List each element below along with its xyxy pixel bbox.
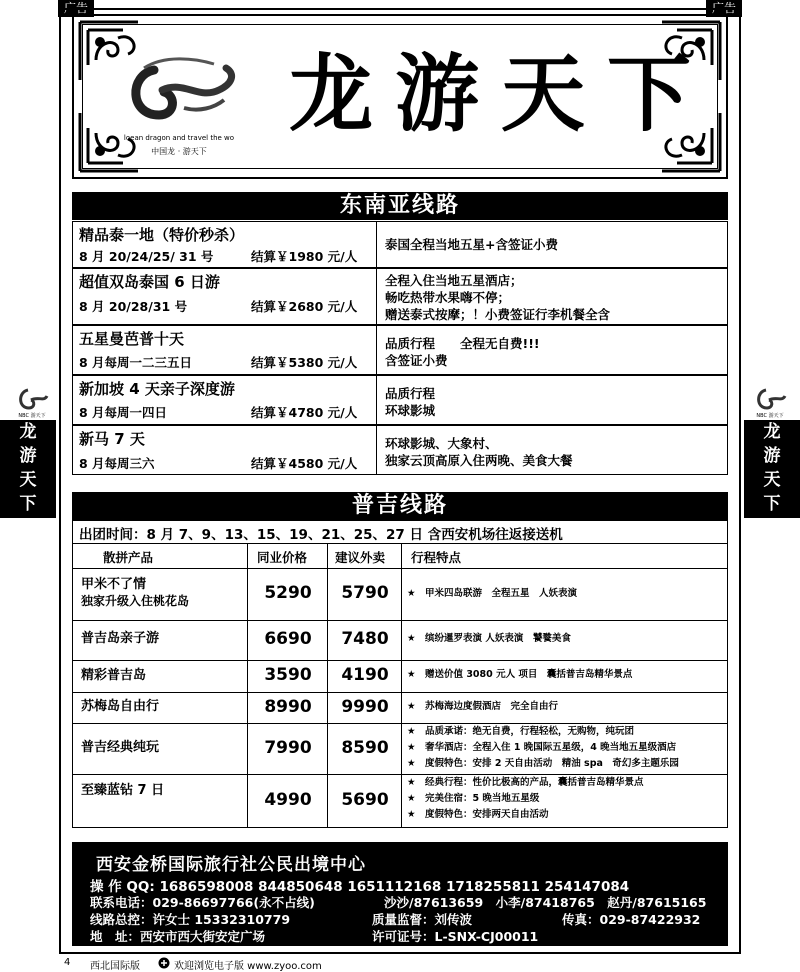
edition-name: 西北国际版 [90,961,140,972]
header-retail-price: 建议外卖 [335,550,386,565]
retail-price: 8590 [341,738,389,758]
route-features [407,724,679,772]
quality-supervisor: 质量监督：刘传波 [372,912,473,927]
page-number: 4 [64,957,71,968]
side-tab-right [744,420,800,518]
retail-price: 5790 [341,583,389,603]
route-date: 8 月每周一二三五日 [79,355,193,370]
route-divider [376,222,377,267]
trade-price: 3590 [264,665,312,685]
product-name-line: 独家升级入住桃花岛 [81,594,190,608]
table-header [73,543,727,569]
publication-logo-icon [158,957,170,969]
section-title-phuket: 普吉线路 [72,492,728,520]
e-edition-note: 欢迎浏览电子版 www.zyoo.com [174,961,322,972]
header-features: 行程特点 [411,550,462,565]
feature-line: ★ 缤纷暹罗表演 人妖表演 饕餮美食 [407,633,571,644]
retail-price: 5690 [341,790,389,810]
route-features [385,385,435,419]
product-name [81,782,164,799]
route-features [407,775,644,823]
table-row [73,774,727,827]
feature-line: ★ 奢华酒店：全程入住 1 晚国际五星级，4 晚当地五星级酒店 [407,742,677,753]
route-price: 结算￥1980 元/人 [251,249,358,264]
route-name: 新加坡 4 天亲子深度游 [79,380,235,398]
address: 地 址：西安市西大街安定广场 [90,929,266,944]
route-feature-line: 全程入住当地五星酒店； [385,273,523,288]
side-tab-char: 游 [763,446,781,466]
route-date: 8 月每周一四日 [79,405,168,420]
departure-dates: 出团时间：8 月 7、9、13、15、19、21、25、27 日 含西安机场往返接送机 [79,527,563,543]
side-logo-text: NBC 游天下 [18,413,46,419]
header-banner [72,14,728,179]
route-date: 8 月 20/28/31 号 [79,299,188,314]
retail-price: 4190 [341,665,389,685]
route-item [72,375,728,425]
route-features [385,236,558,253]
ad-label-right: 广告 [706,0,742,17]
logo-chinese-text: 中国龙 · 游天下 [151,147,207,156]
route-feature-line: 赠送泰式按摩；！小费签证行李机餐全含 [385,307,611,322]
route-price: 结算￥5380 元/人 [251,355,358,370]
route-name: 精品泰一地（特价秒杀） [79,226,245,244]
product-name-line: 普吉岛亲子游 [81,631,160,646]
route-feature-line: 品质行程 [385,386,436,401]
route-features [385,335,540,369]
side-logo-text: NBC 游天下 [756,413,784,419]
product-name-line: 精彩普吉岛 [81,668,147,683]
agency-name: 西安金桥国际旅行社公民出境中心 [96,855,366,875]
side-tab-char: 下 [19,494,37,514]
retail-price: 7480 [341,629,389,649]
route-item [72,425,728,475]
route-feature-line: 畅吃热带水果嗨不停； [385,290,511,305]
retail-price: 9990 [341,697,389,717]
product-name [81,576,189,610]
product-name-line: 普吉经典纯玩 [81,740,160,755]
route-divider [376,426,377,474]
side-tab-char: 龙 [19,422,37,442]
route-name: 新马 7 天 [79,430,145,448]
route-divider [376,376,377,424]
section-title-southeast-asia: 东南亚线路 [72,192,728,220]
route-features [385,435,573,469]
route-features [407,667,632,683]
contact-footer [72,842,728,946]
product-name [81,698,159,715]
route-price: 结算￥2680 元/人 [251,299,358,314]
route-date: 8 月每周三六 [79,456,155,471]
route-feature-line: 环球影城 [385,403,436,418]
ad-label-left: 广告 [58,0,94,17]
route-feature-line: 泰国全程当地五星+含签证小费 [385,237,558,252]
feature-line: ★ 苏梅海边度假酒店 完全自由行 [407,701,559,712]
feature-line: ★ 度假特色：安排 2 天自由活动 精油 spa 奇幻多主题乐园 [407,758,679,769]
table-row [73,723,727,775]
header-trade-price: 同业价格 [257,550,308,565]
contact-staff-phones: 沙沙/87613659 小李/87418765 赵丹/87615165 [384,895,707,910]
feature-line: ★ 甲米四岛联游 全程五星 人妖表演 [407,588,578,599]
product-name [81,630,159,647]
logo-english-text: loean dragon and travel the wo [123,134,235,142]
brand-title: 龙游天下 [289,44,714,143]
route-feature-line: 独家云顶高原入住两晚、美食大餐 [385,453,573,468]
table-row [73,660,727,693]
dragon-logo-icon [114,50,244,130]
side-tab-char: 龙 [763,422,781,442]
route-name: 超值双岛泰国 6 日游 [79,273,220,291]
trade-price: 5290 [264,583,312,603]
route-item [72,268,728,325]
trade-price: 8990 [264,697,312,717]
route-feature-line: 环球影城、大象村、 [385,436,498,451]
route-features [407,631,571,647]
route-feature-line: 品质行程 全程无自费!!! [385,336,540,351]
license-number: 许可证号：L-SNX-CJ00011 [372,929,539,944]
product-name [81,739,159,756]
route-features [385,272,610,323]
table-row [73,568,727,621]
route-price: 结算￥4580 元/人 [251,456,358,471]
side-tab-char: 天 [763,470,781,490]
header-product: 散拼产品 [103,550,154,565]
table-row [73,692,727,724]
contact-phone: 联系电话：029-86697766(永不占线) [90,895,315,910]
route-supervisor: 线路总控：许女士 15332310779 [90,912,291,927]
route-divider [376,326,377,374]
product-name-line: 至臻蓝钻 7 日 [81,783,165,798]
table-row [73,620,727,661]
feature-line: ★ 经典行程：性价比极高的产品，囊括普吉岛精华景点 [407,777,644,788]
feature-line: ★ 完美住宿：5 晚当地五星级 [407,793,540,804]
route-item [72,325,728,375]
feature-line: ★ 品质承诺：绝无自费，行程轻松，无购物，纯玩团 [407,726,635,737]
route-item [72,221,728,268]
brand-logo [114,50,244,160]
side-tab-char: 天 [19,470,37,490]
product-name-line: 甲米不了情 [81,577,147,592]
product-name [81,667,146,684]
feature-line: ★ 赠送价值 3080 元人 项目 囊括普吉岛精华景点 [407,669,633,680]
phuket-table [72,520,728,828]
trade-price: 4990 [264,790,312,810]
route-features [407,586,577,602]
route-divider [376,269,377,324]
side-tab-char: 下 [763,494,781,514]
qq-numbers: 操 作 QQ: 1686598008 844850648 1651112168 1718255811 254147084 [90,879,630,895]
side-tab-left [0,420,56,518]
route-features [407,699,558,715]
trade-price: 6690 [264,629,312,649]
route-name: 五星曼芭普十天 [79,330,185,348]
route-date: 8 月 20/24/25/ 31 号 [79,249,214,264]
feature-line: ★ 度假特色：安排两天自由活动 [407,809,549,820]
route-price: 结算￥4780 元/人 [251,405,358,420]
product-name-line: 苏梅岛自由行 [81,699,160,714]
side-tab-char: 游 [19,446,37,466]
route-feature-line: 含签证小费 [385,353,448,368]
trade-price: 7990 [264,738,312,758]
fax-number: 传真：029-87422932 [562,912,701,927]
